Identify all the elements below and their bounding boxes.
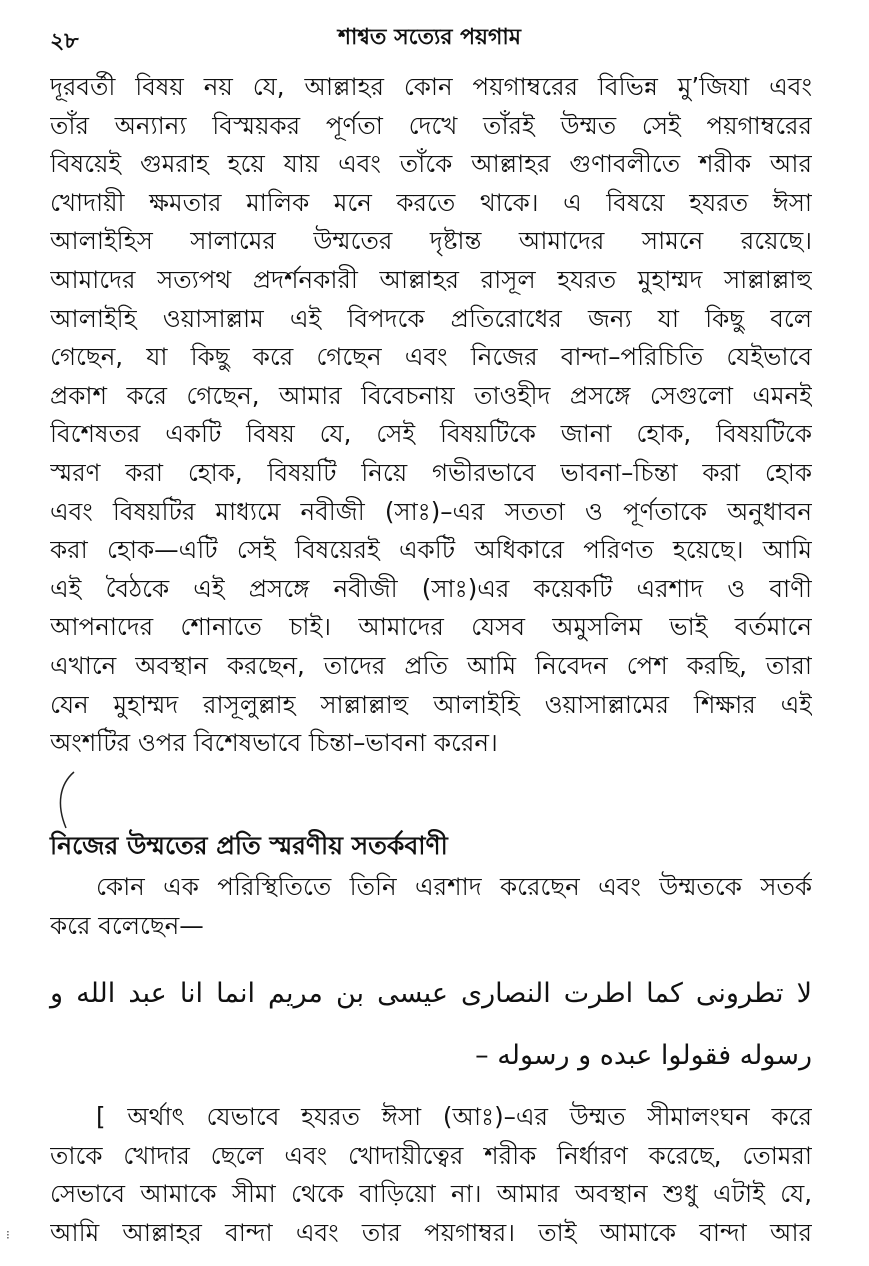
text-line: তাকে খোদার ছেলে এবং খোদায়ীত্বের শরীক নির্ধারণ করেছে, তোমরা [50, 1140, 812, 1170]
text-line: দূরবর্তী বিষয় নয় যে, আল্লাহর কোন পয়গাম্বরের বিভিন্ন মু’জিযা এবং [50, 72, 812, 101]
text-line: স্মরণ করা হোক, বিষয়টি নিয়ে গভীরভাবে ভাবনা–চিন্তা করা হোক [50, 457, 812, 487]
scan-speck-decoration: ⁝ [6, 1228, 10, 1242]
pen-mark-decoration [52, 770, 82, 830]
text-line: গেছেন, যা কিছু করে গেছেন এবং নিজের বান্দা–পরিচিতি যেইভাবে [50, 342, 812, 372]
text-line: সেভাবে আমাকে সীমা থেকে বাড়িয়ো না। আমার অবস্থান শুধু এটাই যে, [50, 1179, 812, 1209]
text-line: প্রকাশ করে গেছেন, আমার বিবেচনায় তাওহীদ প্রসঙ্গে সেগুলো এমনই [50, 380, 812, 410]
text-line: এবং বিষয়টির মাধ্যমে নবীজী (সাঃ)–এর সততা ও পূর্ণতাকে অনুধাবন [50, 496, 812, 526]
text-line: আলাইহি ওয়াসাল্লাম এই বিপদকে প্রতিরোধের জন্য যা কিছু বলে [50, 303, 812, 333]
section-heading: নিজের উম্মতের প্রতি স্মরণীয় সতর্কবাণী [50, 831, 448, 860]
text-line: করে বলেছেন— [50, 910, 204, 940]
intro-paragraph [50, 868, 812, 945]
translation-paragraph [50, 1098, 812, 1252]
page-number: ২৮ [50, 29, 79, 54]
text-line: বিশেষতর একটি বিষয় যে, সেই বিষয়টিকে জানা হোক, বিষয়টিকে [50, 419, 812, 449]
text-line: খোদায়ী ক্ষমতার মালিক মনে করতে থাকে। এ বিষয়ে হযরত ঈসা [50, 187, 812, 217]
text-line: অংশটির ওপর বিশেষভাবে চিন্তা–ভাবনা করেন। [50, 728, 498, 758]
hadith-arabic-line-2: رسوله فقولوا عبده و رسوله – [475, 1040, 812, 1071]
text-line: কোন এক পরিস্থিতিতে তিনি এরশাদ করেছেন এবং উম্মতকে সতর্ক [96, 872, 812, 901]
hadith-arabic-line-1: لا تطرونی کما اطرت النصاری عیسی بن مریم انما انا عبد الله و [50, 978, 812, 1009]
text-line: আমাদের সত্যপথ প্রদর্শনকারী আল্লাহর রাসূল হযরত মুহাম্মদ সাল্লাল্লাহু [50, 264, 812, 294]
page-header [50, 14, 809, 54]
text-line: যেন মুহাম্মদ রাসূলুল্লাহ সাল্লাল্লাহু আলাইহি ওয়াসাল্লামের শিক্ষার এই [50, 689, 812, 719]
text-line: আমি আল্লাহর বান্দা এবং তার পয়গাম্বর। তাই আমাকে বান্দা আর [50, 1217, 812, 1247]
running-title: শাশ্বত সত্যের পয়গাম [337, 25, 522, 50]
text-line: [ অর্থাৎ যেভাবে হযরত ঈসা (আঃ)–এর উম্মত সীমালংঘন করে [96, 1102, 812, 1131]
text-line: আলাইহিস সালামের উম্মতের দৃষ্টান্ত আমাদের সামনে রয়েছে। [50, 226, 812, 256]
text-line: এই বৈঠকে এই প্রসঙ্গে নবীজী (সাঃ)এর কয়েকটি এরশাদ ও বাণী [50, 573, 812, 603]
main-paragraph [50, 68, 812, 763]
text-line: আপনাদের শোনাতে চাই। আমাদের যেসব অমুসলিম ভাই বর্তমানে [50, 612, 812, 642]
text-line: তাঁর অন্যান্য বিস্ময়কর পূর্ণতা দেখে তাঁরই উম্মত সেই পয়গাম্বরের [50, 110, 812, 140]
text-line: এখানে অবস্থান করছেন, তাদের প্রতি আমি নিবেদন পেশ করছি, তারা [50, 650, 812, 680]
text-line: বিষয়েই গুমরাহ হয়ে যায় এবং তাঁকে আল্লাহর গুণাবলীতে শরীক আর [50, 149, 812, 179]
text-line: করা হোক—এটি সেই বিষয়েরই একটি অধিকারে পরিণত হয়েছে। আমি [50, 535, 812, 565]
